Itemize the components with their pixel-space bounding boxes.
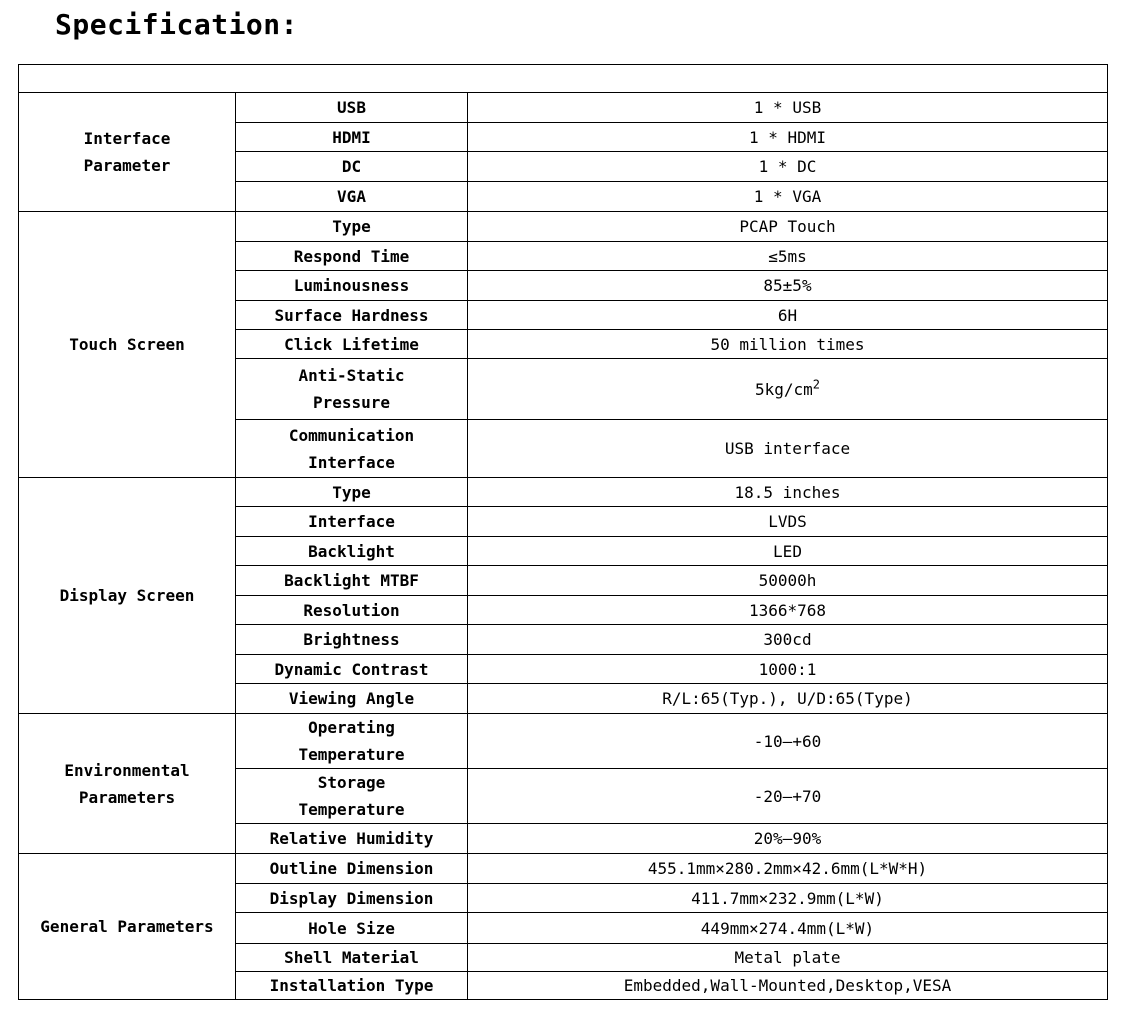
value-text: 455.1mm×280.2mm×42.6mm(L*W*H) xyxy=(647,859,928,878)
category-cell: General Parameters xyxy=(19,854,236,1000)
parameter-cell: USB xyxy=(236,93,468,123)
value-cell xyxy=(468,507,1108,537)
parameter-cell: Type xyxy=(236,478,468,507)
value-text: Embedded,Wall-Mounted,Desktop,VESA xyxy=(623,976,952,995)
value-text: -20—+70 xyxy=(753,786,822,806)
value-cell xyxy=(468,182,1108,212)
parameter-cell: Outline Dimension xyxy=(236,854,468,884)
value-text: 1 * HDMI xyxy=(748,127,827,147)
value-text: LED xyxy=(773,541,802,561)
value-cell xyxy=(468,93,1108,123)
value-cell xyxy=(468,824,1108,854)
value-cell xyxy=(468,884,1108,913)
parameter-cell: VGA xyxy=(236,182,468,212)
table-row xyxy=(19,478,1108,507)
parameter-cell: Backlight xyxy=(236,537,468,566)
value-cell xyxy=(468,596,1108,625)
value-cell xyxy=(468,972,1108,1000)
value-cell xyxy=(468,242,1108,271)
value-superscript: 2 xyxy=(812,377,821,392)
parameter-cell: HDMI xyxy=(236,123,468,152)
value-cell xyxy=(468,684,1108,714)
value-text: -10—+60 xyxy=(753,731,822,751)
value-text: ≤5ms xyxy=(768,246,807,266)
category-cell: Interface Parameter xyxy=(19,93,236,212)
parameter-cell: Respond Time xyxy=(236,242,468,271)
value-text: R/L:65(Typ.), U/D:65(Type) xyxy=(662,689,913,708)
value-text: LVDS xyxy=(768,512,807,531)
value-text: USB interface xyxy=(724,439,851,458)
value-text: 1 * DC xyxy=(758,157,817,176)
parameter-cell: Communication Interface xyxy=(236,420,468,478)
value-cell xyxy=(468,769,1108,824)
parameter-cell: DC xyxy=(236,152,468,182)
parameter-cell: Brightness xyxy=(236,625,468,655)
value-cell xyxy=(468,152,1108,182)
value-text: 6H xyxy=(777,305,798,325)
category-cell: Environmental Parameters xyxy=(19,714,236,854)
value-text: 18.5 inches xyxy=(734,482,841,502)
value-text: 449mm×274.4mm(L*W) xyxy=(700,918,875,938)
parameter-cell: Resolution xyxy=(236,596,468,625)
value-cell xyxy=(468,330,1108,359)
parameter-cell: Backlight MTBF xyxy=(236,566,468,596)
table-row xyxy=(19,714,1108,769)
value-cell xyxy=(468,655,1108,684)
value-text: 20%—90% xyxy=(753,829,822,848)
parameter-cell: Relative Humidity xyxy=(236,824,468,854)
parameter-cell: Anti-Static Pressure xyxy=(236,359,468,420)
parameter-cell: Operating Temperature xyxy=(236,714,468,769)
parameter-cell: Interface xyxy=(236,507,468,537)
table-header-row xyxy=(19,65,1108,93)
parameter-cell: Hole Size xyxy=(236,913,468,944)
value-cell xyxy=(468,714,1108,769)
value-text: PCAP Touch xyxy=(739,217,836,236)
value-cell xyxy=(468,123,1108,152)
parameter-cell: Dynamic Contrast xyxy=(236,655,468,684)
value-text: 1 * VGA xyxy=(753,187,822,206)
table-row xyxy=(19,93,1108,123)
parameter-cell: Display Dimension xyxy=(236,884,468,913)
parameter-cell: Luminousness xyxy=(236,271,468,301)
category-cell: Display Screen xyxy=(19,478,236,714)
value-cell xyxy=(468,566,1108,596)
category-cell: Touch Screen xyxy=(19,212,236,478)
specification-table xyxy=(18,64,1108,1000)
value-text: 50000h xyxy=(758,571,817,590)
table-row xyxy=(19,854,1108,884)
value-cell xyxy=(468,359,1108,420)
table-row xyxy=(19,212,1108,242)
value-cell xyxy=(468,537,1108,566)
value-text: 411.7mm×232.9mm(L*W) xyxy=(691,888,884,908)
value-text: 1366*768 xyxy=(748,600,827,620)
page-title: Specification: xyxy=(55,8,299,41)
value-cell xyxy=(468,420,1108,478)
value-cell xyxy=(468,854,1108,884)
value-cell xyxy=(468,478,1108,507)
value-text: 50 million times xyxy=(710,334,865,354)
value-text: 300cd xyxy=(763,630,812,649)
value-text: 5kg/cm xyxy=(754,379,813,399)
value-text: 85±5% xyxy=(763,276,812,295)
value-cell xyxy=(468,271,1108,301)
value-cell xyxy=(468,944,1108,972)
parameter-cell: Shell Material xyxy=(236,944,468,972)
value-text: Metal plate xyxy=(734,948,841,967)
value-text: 1 * USB xyxy=(753,98,822,117)
value-cell xyxy=(468,913,1108,944)
value-cell xyxy=(468,212,1108,242)
parameter-cell: Storage Temperature xyxy=(236,769,468,824)
value-cell xyxy=(468,625,1108,655)
parameter-cell: Surface Hardness xyxy=(236,301,468,330)
table-header-cell xyxy=(19,65,1108,93)
value-text: 1000:1 xyxy=(758,659,817,679)
value-cell xyxy=(468,301,1108,330)
parameter-cell: Click Lifetime xyxy=(236,330,468,359)
parameter-cell: Viewing Angle xyxy=(236,684,468,714)
parameter-cell: Installation Type xyxy=(236,972,468,1000)
parameter-cell: Type xyxy=(236,212,468,242)
